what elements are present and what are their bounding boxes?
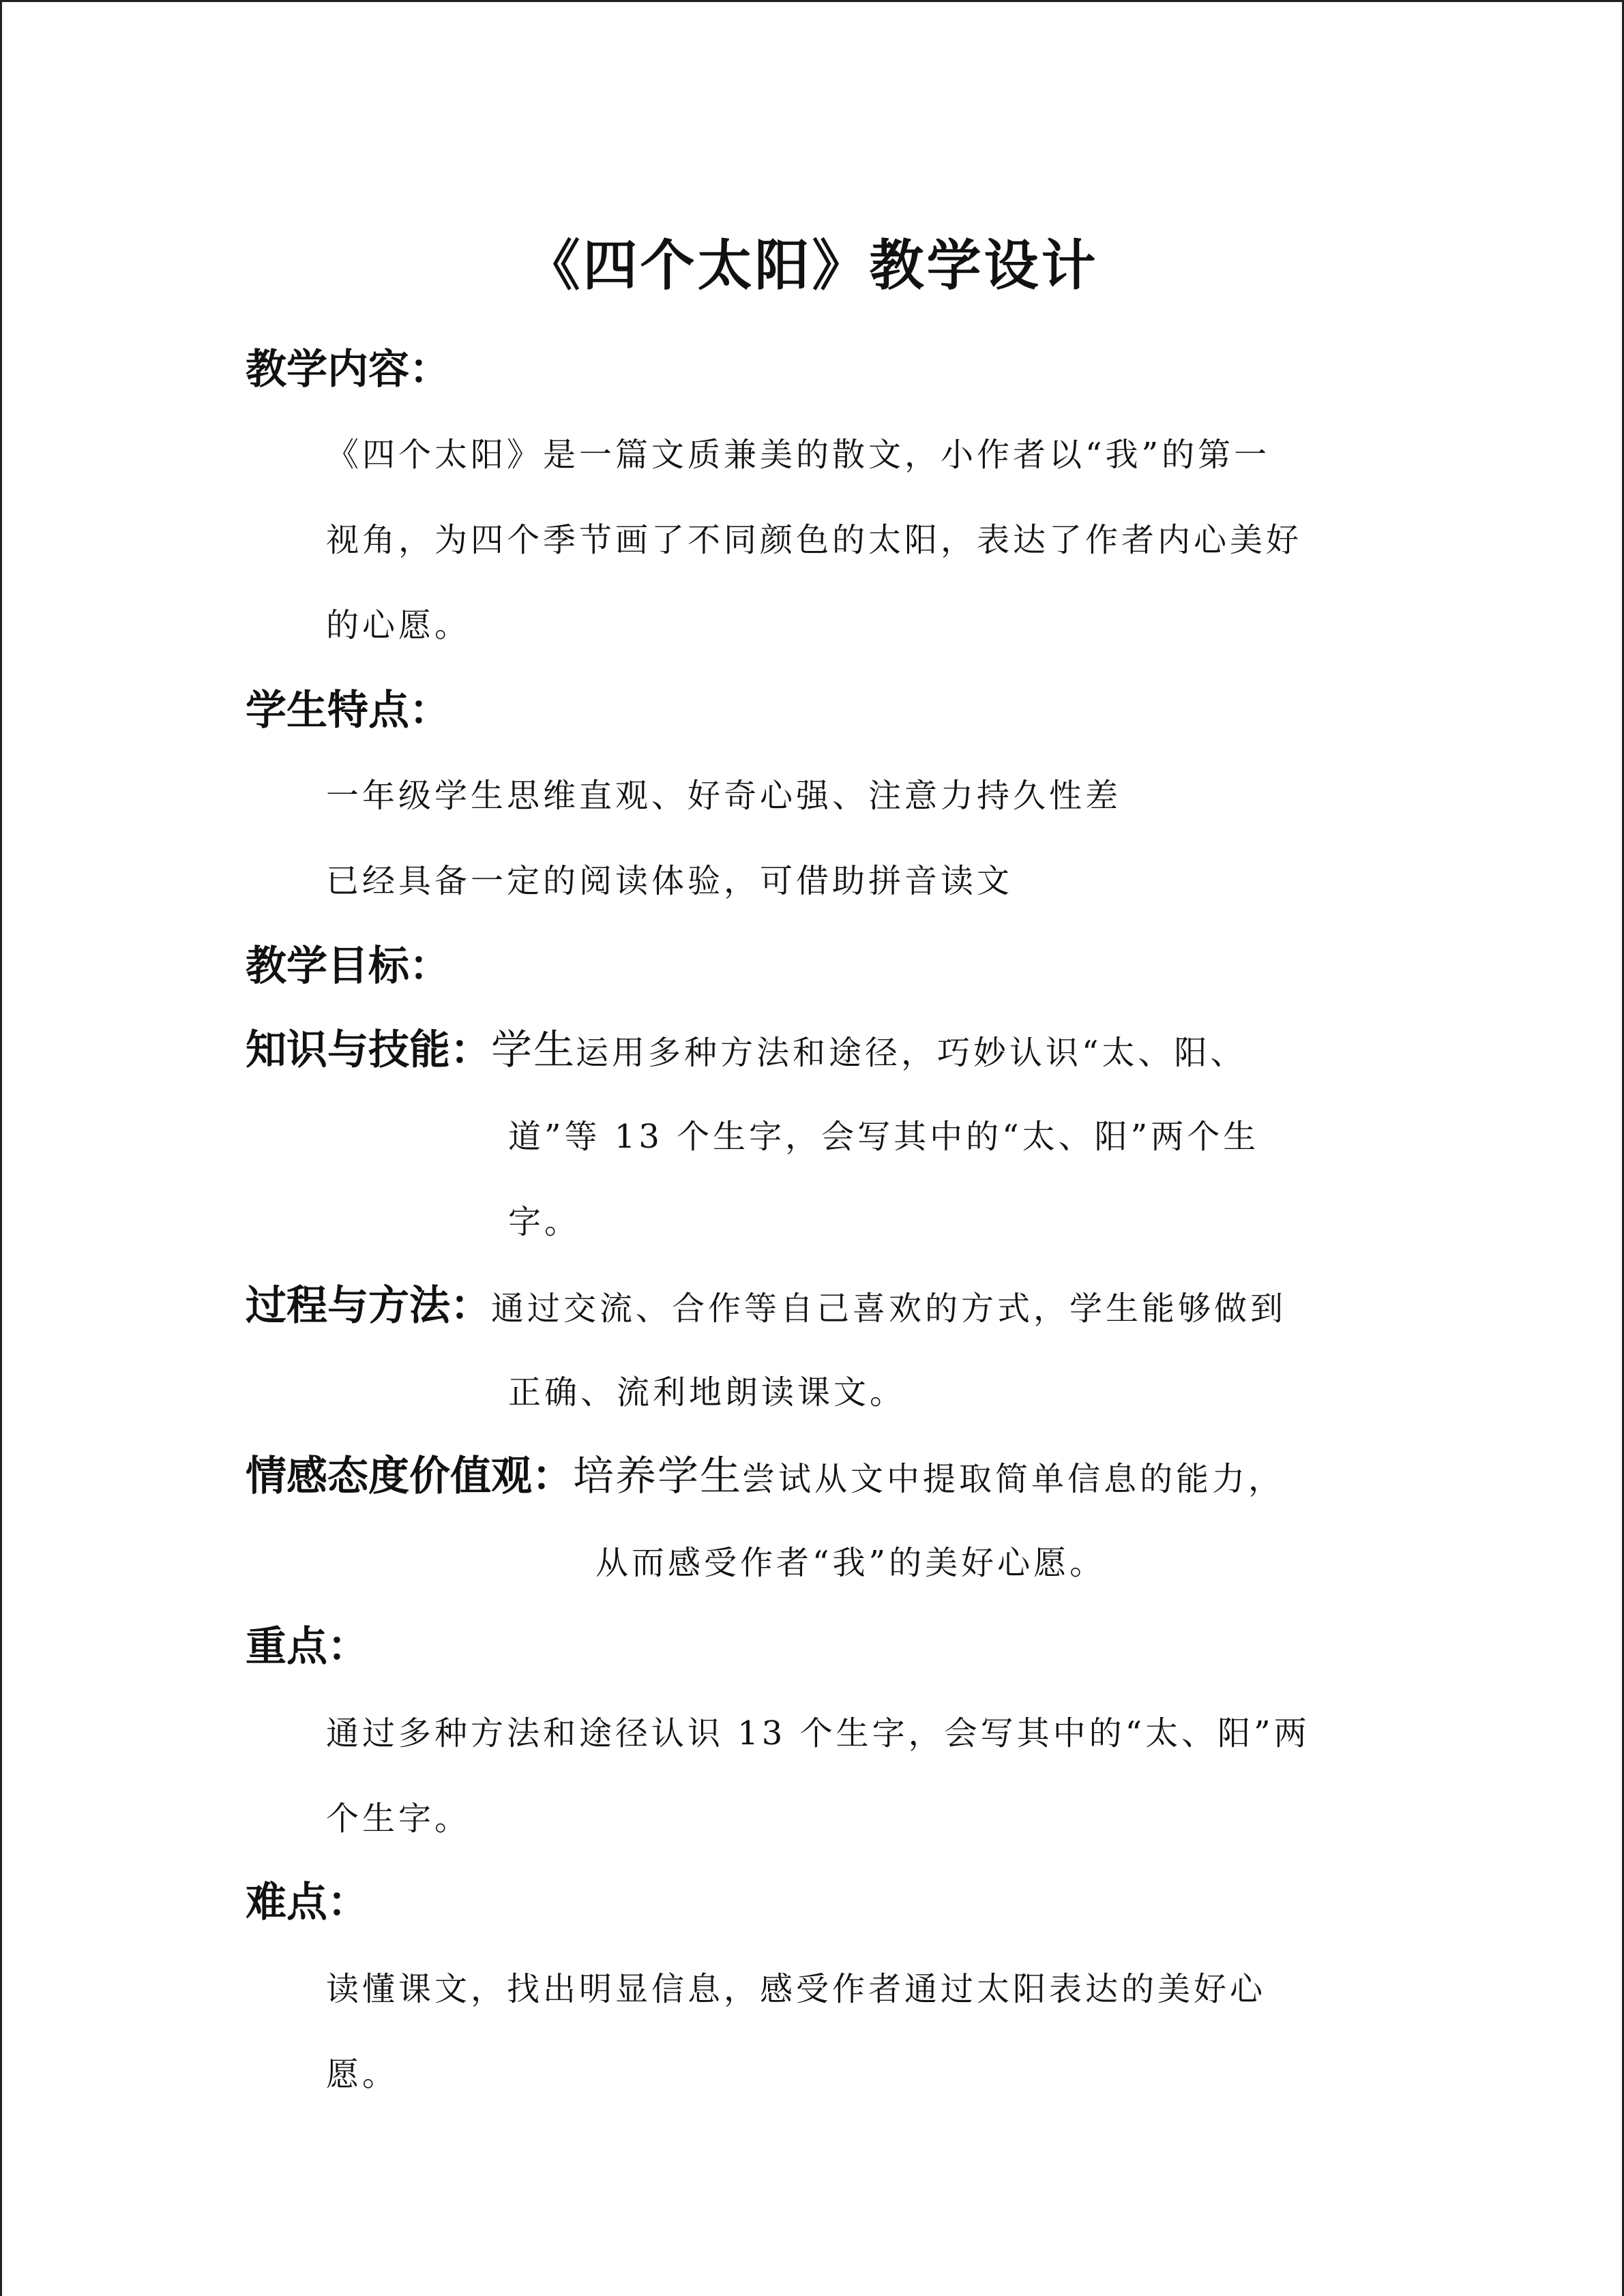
key-point-line-1: 通过多种方法和途径认识 13 个生字，会写其中的“太、阳”两 <box>326 1714 1310 1753</box>
emotion-value-lead: 培养学生 <box>573 1452 742 1500</box>
knowledge-skill-label: 知识与技能： <box>246 1026 491 1074</box>
key-point-line-2: 个生字。 <box>326 1800 471 1838</box>
heading-teaching-goals: 教学目标： <box>246 942 450 990</box>
students-line-1: 一年级学生思维直观、好奇心强、注意力持久性差 <box>326 777 1122 815</box>
process-method-text-1: 通过交流、合作等自己喜欢的方式，学生能够做到 <box>491 1289 1287 1328</box>
content-line-3: 的心愿。 <box>326 606 471 644</box>
document-title: 《四个太阳》教学设计 <box>525 234 1099 297</box>
emotion-value-line-1 <box>246 1452 1285 1500</box>
heading-difficulty: 难点： <box>246 1879 368 1926</box>
content-line-2: 视角，为四个季节画了不同颜色的太阳，表达了作者内心美好 <box>326 521 1303 559</box>
heading-teaching-content: 教学内容： <box>246 346 450 393</box>
difficulty-line-2: 愿。 <box>326 2055 399 2093</box>
process-method-label: 过程与方法： <box>246 1282 491 1330</box>
difficulty-line-1: 读懂课文，找出明显信息，感受作者通过太阳表达的美好心 <box>326 1970 1267 2008</box>
knowledge-skill-line-2: 道”等 13 个生字，会写其中的“太、阳”两个生 <box>508 1118 1260 1156</box>
process-method-line-1 <box>246 1282 1287 1330</box>
knowledge-skill-lead: 学生 <box>491 1026 576 1074</box>
emotion-value-text-1: 尝试从文中提取简单信息的能力， <box>742 1460 1285 1498</box>
process-method-line-2: 正确、流利地朗读课文。 <box>508 1373 906 1412</box>
emotion-value-line-2: 从而感受作者“我”的美好心愿。 <box>595 1544 1106 1582</box>
heading-key-point: 重点： <box>246 1623 368 1671</box>
knowledge-skill-line-1 <box>246 1026 1247 1074</box>
emotion-value-label: 情感态度价值观： <box>246 1452 573 1500</box>
heading-student-traits: 学生特点： <box>246 687 450 734</box>
knowledge-skill-line-3: 字。 <box>508 1203 581 1241</box>
students-line-2: 已经具备一定的阅读体验，可借助拼音读文 <box>326 862 1014 900</box>
content-line-1: 《四个太阳》是一篇文质兼美的散文，小作者以“我”的第一 <box>326 436 1271 474</box>
knowledge-skill-text-1: 运用多种方法和途径，巧妙认识“太、阳、 <box>576 1034 1247 1072</box>
